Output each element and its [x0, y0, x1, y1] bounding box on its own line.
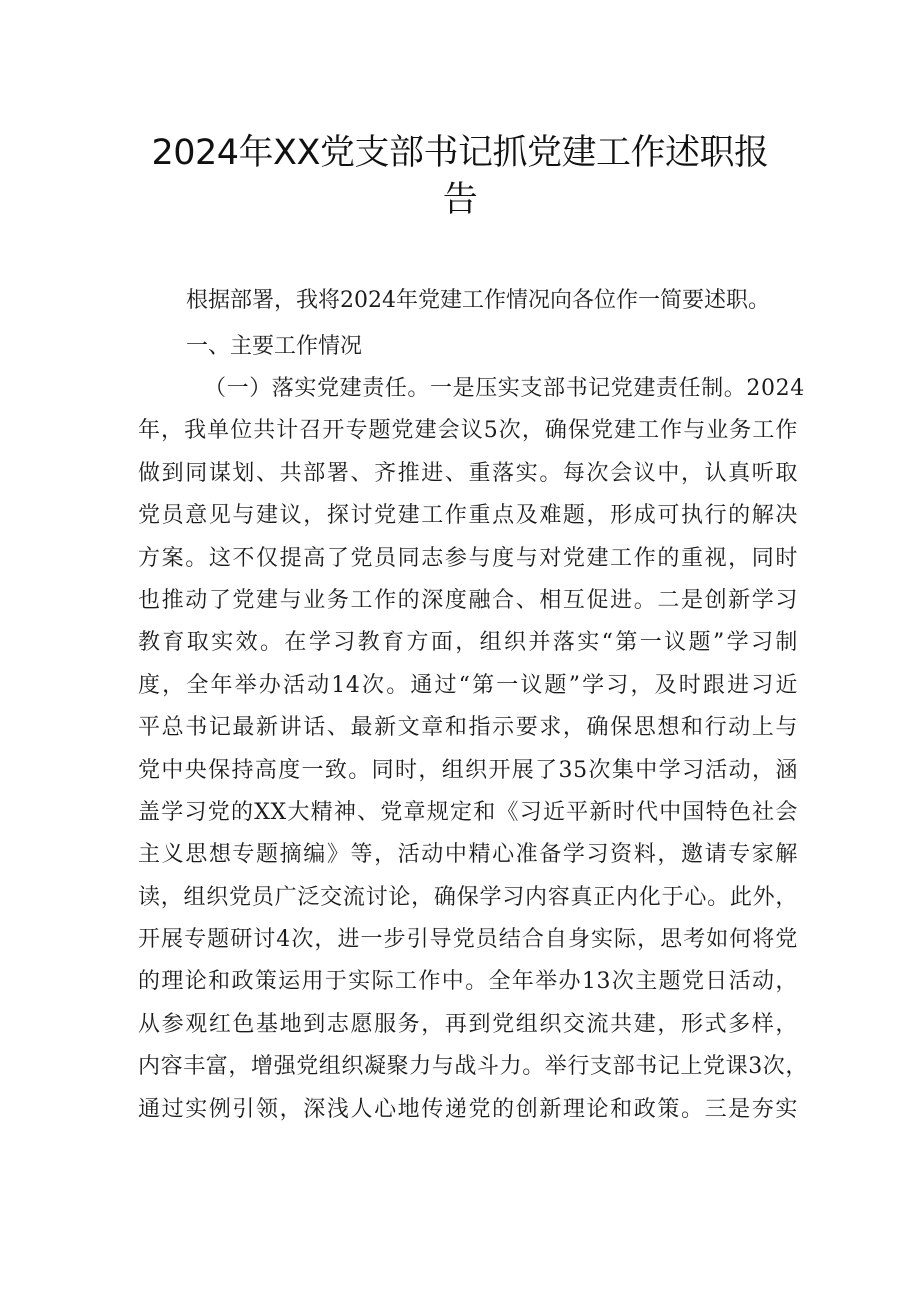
body-line: 年，我单位共计召开专题党建会议5次，确保党建工作与业务工作: [138, 418, 798, 444]
body-line: 平总书记最新讲话、最新文章和指示要求，确保思想和行动上与: [138, 715, 798, 741]
body-line: 党中央保持高度一致。同时，组织开展了35次集中学习活动，涵: [138, 757, 798, 783]
body-line: 教育取实效。在学习教育方面，组织并落实“第一议题”学习制: [138, 630, 798, 656]
body-line: 通过实例引领，深浅人心地传递党的创新理论和政策。三是夯实: [138, 1096, 798, 1122]
section-heading: 一、主要工作情况: [186, 334, 363, 359]
body-line: 开展专题研讨4次，进一步引导党员结合自身实际，思考如何将党: [138, 927, 798, 953]
body-line: 盖学习党的XX大精神、党章规定和《习近平新时代中国特色社会: [138, 799, 798, 825]
body-line: 主义思想专题摘编》等，活动中精心准备学习资料，邀请专家解: [138, 842, 798, 868]
body-line: 党员意见与建议，探讨党建工作重点及难题，形成可执行的解决: [138, 503, 798, 529]
body-line: 从参观红色基地到志愿服务，再到党组织交流共建，形式多样，: [138, 1011, 798, 1037]
intro-paragraph: 根据部署，我将2024年党建工作情况向各位作一简要述职。: [186, 288, 770, 313]
title-line-2: 告: [442, 180, 478, 220]
body-line: 内容丰富，增强党组织凝聚力与战斗力。举行支部书记上党课3次，: [138, 1054, 808, 1080]
document-title: [130, 130, 790, 224]
title-line-1: 2024年XX党支部书记抓党建工作述职报: [151, 133, 769, 173]
body-line: 也推动了党建与业务工作的深度融合、相互促进。二是创新学习: [138, 587, 798, 613]
body-line: 做到同谋划、共部署、齐推进、重落实。每次会议中，认真听取: [138, 460, 798, 486]
body-line: 的理论和政策运用于实际工作中。全年举办13次主题党日活动，: [138, 969, 798, 995]
body-paragraph: [138, 372, 808, 1135]
body-line: 度，全年举办活动14次。通过“第一议题”学习，及时跟进习近: [138, 672, 798, 698]
body-line: （一）落实党建责任。一是压实支部书记党建责任制。2024: [204, 376, 805, 401]
body-line: 读，组织党员广泛交流讨论，确保学习内容真正内化于心。此外，: [138, 884, 798, 910]
body-line: 方案。这不仅提高了党员同志参与度与对党建工作的重视，同时: [138, 545, 798, 571]
